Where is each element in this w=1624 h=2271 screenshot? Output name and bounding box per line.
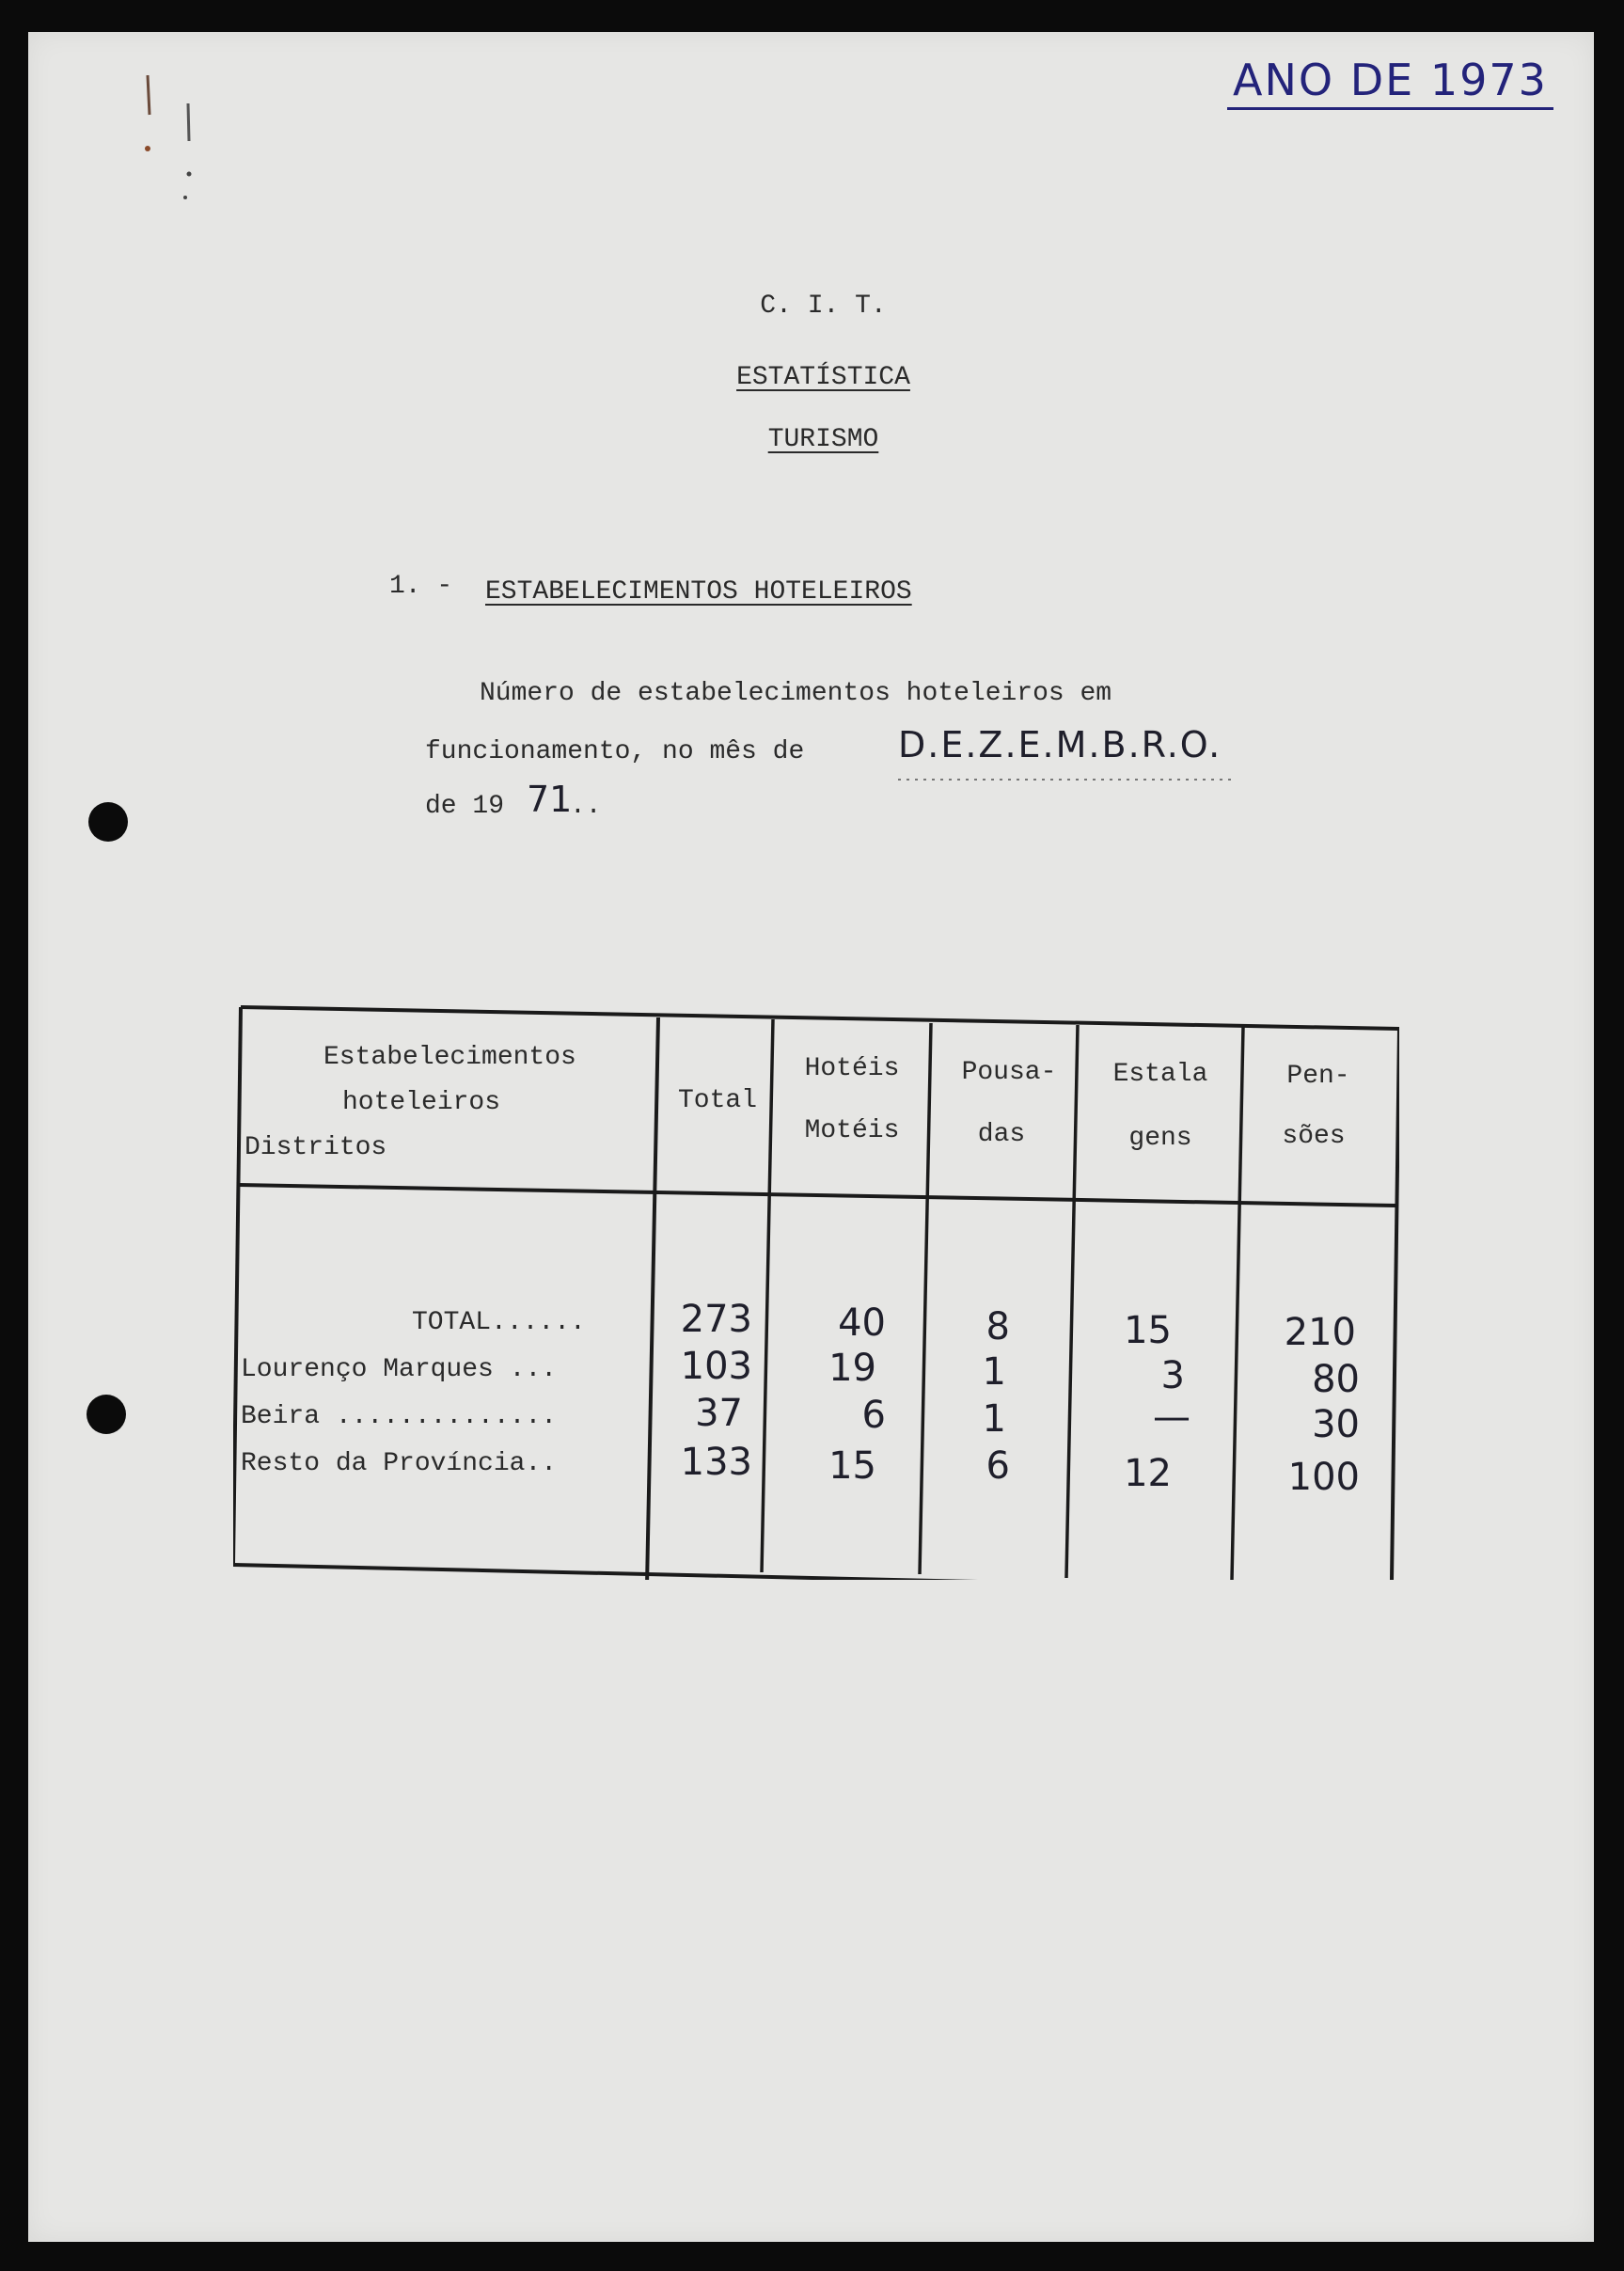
cell-resto-total: 133	[680, 1441, 752, 1484]
row-label-resto-provincia: Resto da Província..	[241, 1449, 558, 1478]
col-header-pensoes-1: Pen-	[1286, 1062, 1350, 1091]
cell-lm-pensoes: 80	[1312, 1358, 1360, 1401]
header-turismo: TURISMO	[767, 425, 879, 454]
cell-lm-total: 103	[680, 1345, 752, 1388]
row-label-beira: Beira ..............	[241, 1402, 558, 1431]
year-annotation: ANO DE 1973	[1227, 55, 1553, 110]
row-label-lourenco-marques: Lourenço Marques ...	[241, 1355, 558, 1384]
cell-total-pousadas: 8	[985, 1305, 1010, 1348]
col-header-pensoes-2: sões	[1282, 1122, 1346, 1151]
paragraph-line-1: Número de estabelecimentos hoteleiros em	[480, 679, 1112, 708]
cell-total-total: 273	[680, 1298, 752, 1341]
punch-hole-top	[88, 802, 128, 842]
cell-lm-pousadas: 1	[982, 1350, 1006, 1394]
paragraph-line-3: de 19	[425, 792, 505, 821]
cell-resto-pensoes: 100	[1287, 1456, 1360, 1499]
header-stub-3: Distritos	[244, 1133, 387, 1162]
header-stub-1: Estabelecimentos	[323, 1043, 576, 1072]
cell-resto-pousadas: 6	[985, 1444, 1010, 1488]
cell-beira-total: 37	[695, 1392, 743, 1435]
cell-lm-hoteis: 19	[828, 1347, 876, 1390]
col-header-estalagens-1: Estala	[1112, 1060, 1208, 1089]
cell-total-pensoes: 210	[1284, 1311, 1356, 1354]
cell-resto-estalagens: 12	[1124, 1452, 1172, 1495]
cell-total-estalagens: 15	[1124, 1309, 1172, 1352]
header-estatistica: ESTATÍSTICA	[736, 363, 910, 392]
year-handwritten: 71	[527, 779, 573, 820]
col-header-total: Total	[677, 1086, 757, 1115]
cell-total-hoteis: 40	[838, 1301, 886, 1345]
header-cit: C. I. T.	[760, 292, 887, 321]
cell-resto-hoteis: 15	[828, 1444, 876, 1488]
hotel-table	[233, 1004, 1399, 1580]
section-title: ESTABELECIMENTOS HOTELEIROS	[485, 577, 912, 607]
cell-beira-pousadas: 1	[982, 1397, 1006, 1441]
month-handwritten: D.E.Z.E.M.B.R.O.	[898, 724, 1222, 765]
punch-hole-bottom	[87, 1395, 126, 1434]
header-stub-2: hoteleiros	[342, 1088, 501, 1117]
col-header-pousadas-2: das	[977, 1120, 1026, 1149]
col-header-pousadas-1: Pousa-	[961, 1058, 1057, 1087]
cell-beira-hoteis: 6	[861, 1394, 886, 1437]
cell-beira-estalagens: —	[1153, 1396, 1190, 1439]
col-header-estalagens-2: gens	[1128, 1124, 1192, 1153]
row-label-total: TOTAL......	[412, 1308, 586, 1337]
staple-marks	[136, 75, 202, 207]
paragraph-line-2: funcionamento, no mês de	[425, 737, 805, 766]
col-header-hoteis-2: Motéis	[804, 1116, 900, 1145]
cell-beira-pensoes: 30	[1312, 1403, 1360, 1446]
col-header-hoteis-1: Hotéis	[804, 1054, 900, 1083]
month-dotted-line	[898, 777, 1237, 782]
cell-lm-estalagens: 3	[1160, 1354, 1185, 1397]
section-number: 1. -	[389, 572, 453, 601]
year-dots: ..	[570, 792, 602, 821]
